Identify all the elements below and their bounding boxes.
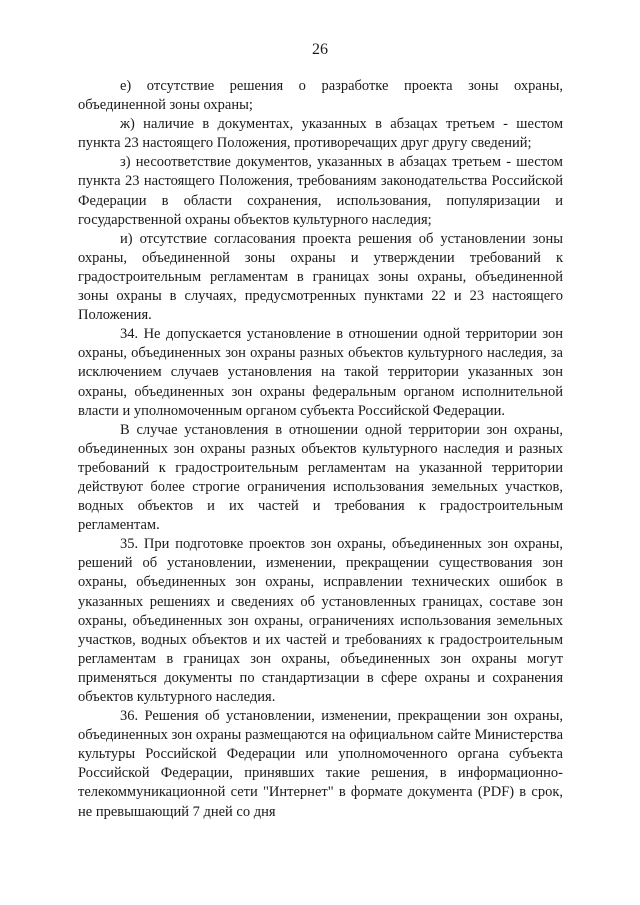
item-z-paragraph: з) несоответствие документов, указанных в абзацах третьем - шестом пункта 23 настоящего Положения, требованиям законодательства Российской Федерации в области сохранения, использования, популяризации и государственной охраны объектов культурного наследия;	[78, 154, 563, 228]
document-body	[78, 77, 563, 822]
clause-34-paragraph: 34. Не допускается установление в отношении одной территории зон охраны, объединенных зон охраны разных объектов культурного наследия, за исключением случаев установления на такой территории указанных зон охраны, объединенных зон охраны федеральным органом исполнительной власти и уполномоченным органом субъекта Российской Федерации.	[78, 326, 563, 419]
clause-35-paragraph: 35. При подготовке проектов зон охраны, объединенных зон охраны, решений об установлении, изменении, прекращении существования зон охраны, объединенных зон охраны, исправлении технических ошибок в указанных решениях и сведениях об установленных границах, составе зон охраны, объединенных зон охраны, ограничениях использования земельных участков, водных объектов и их частей и требованиях к градостроительным регламентам в границах зон охраны, объединенных зон охраны могут применяться документы по стандартизации в сфере охраны и сохранения объектов культурного наследия.	[78, 536, 563, 705]
clause-34-continuation-paragraph: В случае установления в отношении одной территории зон охраны, объединенных зон охраны разных объектов культурного наследия и разных требований к градостроительным регламентам на указанной территории действуют более строгие ограничения использования земельных участков, водных объектов и их частей и требования к градостроительным регламентам.	[78, 421, 563, 534]
item-zh-paragraph: ж) наличие в документах, указанных в абзацах третьем - шестом пункта 23 настоящего Положения, противоречащих друг другу сведений;	[78, 116, 563, 152]
item-e-paragraph: е) отсутствие решения о разработке проекта зоны охраны, объединенной зоны охраны;	[78, 78, 563, 114]
item-i-paragraph: и) отсутствие согласования проекта решения об установлении зоны охраны, объединенной зоны охраны и утверждении требований к градостроительным регламентам в границах зоны охраны, объединенной зоны охраны в случаях, предусмотренных пунктами 22 и 23 настоящего Положения.	[78, 230, 563, 324]
page-number: 26	[312, 41, 328, 58]
clause-36-paragraph: 36. Решения об установлении, изменении, прекращении зон охраны, объединенных зон охраны размещаются на официальном сайте Министерства культуры Российской Федерации или уполномоченного органа субъекта Российской Федерации, принявших такие решения, в информационно-телекоммуникационной сети "Интернет" в формате документа (PDF) в срок, не превышающий 7 дней со дня	[78, 708, 563, 820]
